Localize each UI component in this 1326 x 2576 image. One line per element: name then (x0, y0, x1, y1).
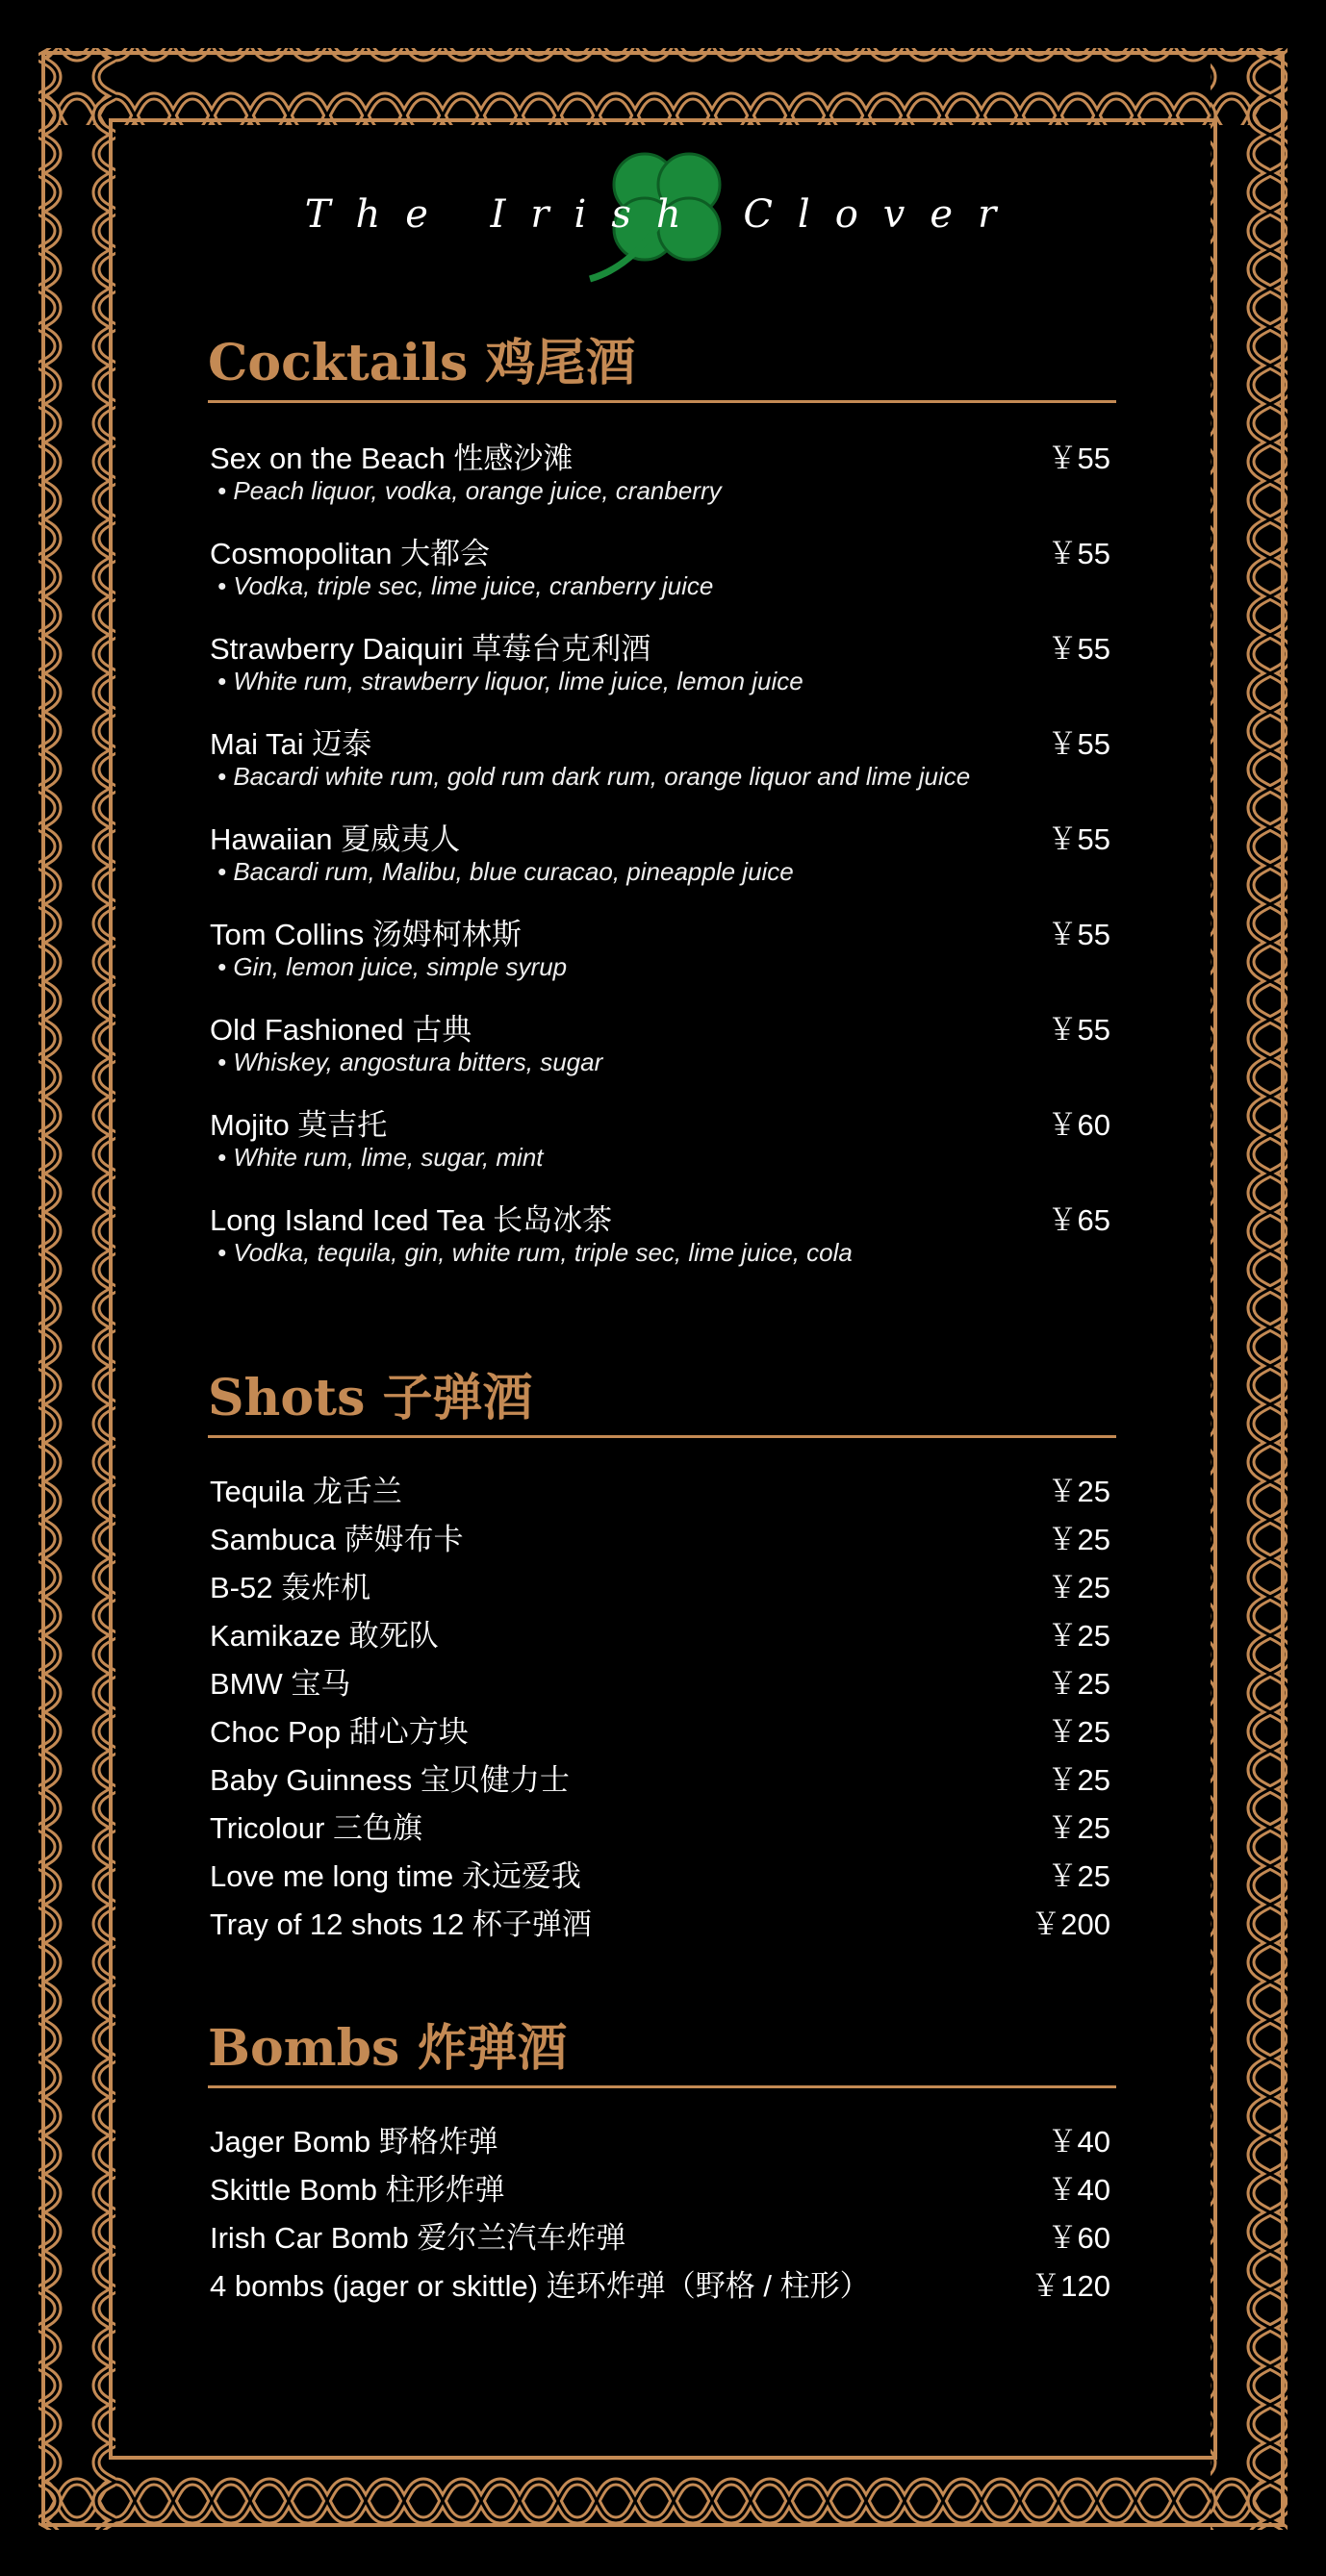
item-price: ￥55 (1047, 442, 1110, 475)
list-item (208, 2254, 1116, 2302)
item-name: Sex on the Beach 性感沙滩 (210, 442, 574, 475)
item-name: Kamikaze 敢死队 (210, 1619, 439, 1653)
item-name: Old Fashioned 古典 (210, 1013, 472, 1047)
item-name: Mojito 莫吉托 (210, 1108, 388, 1142)
item-price: ￥200 (1031, 1907, 1110, 1941)
list-item (208, 2109, 1116, 2158)
item-name: Tequila 龙舌兰 (210, 1475, 402, 1508)
list-item (208, 710, 1116, 805)
item-price: ￥55 (1047, 537, 1110, 570)
item-description: • Gin, lemon juice, simple syrup (217, 952, 568, 981)
list-item (208, 1459, 1116, 1507)
item-name: Long Island Iced Tea 长岛冰茶 (210, 1203, 613, 1237)
section-title (208, 1369, 1116, 1438)
list-item (208, 1700, 1116, 1748)
item-price: ￥25 (1047, 1811, 1110, 1845)
cocktails-list (208, 424, 1116, 1281)
item-name: Love me long time 永远爱我 (210, 1859, 581, 1893)
item-name: Tricolour 三色旗 (210, 1811, 423, 1845)
list-item (208, 1091, 1116, 1186)
item-name: Sambuca 萨姆布卡 (210, 1523, 464, 1556)
list-item (208, 1796, 1116, 1844)
list-item (208, 1748, 1116, 1796)
item-description: • Vodka, triple sec, lime juice, cranberry juice (217, 571, 714, 600)
item-name: B-52 轰炸机 (210, 1571, 371, 1604)
list-item (208, 2206, 1116, 2254)
item-price: ￥25 (1047, 1571, 1110, 1604)
item-name: Skittle Bomb 柱形炸弹 (210, 2173, 505, 2207)
item-name: Hawaiian 夏威夷人 (210, 822, 461, 856)
bombs-title: Bombs 炸弹酒 (208, 2019, 568, 2078)
item-price: ￥55 (1047, 1013, 1110, 1047)
brand-title: The Irish Clover (304, 192, 1022, 237)
item-price: ￥25 (1047, 1715, 1110, 1749)
item-name: Cosmopolitan 大都会 (210, 537, 491, 570)
bombs-section (208, 2019, 1116, 2303)
item-price: ￥40 (1047, 2173, 1110, 2207)
list-item (208, 1186, 1116, 1281)
section-title (208, 334, 1116, 403)
item-price: ￥40 (1047, 2125, 1110, 2159)
list-item (208, 1604, 1116, 1652)
item-description: • Bacardi white rum, gold rum dark rum, orange liquor and lime juice (217, 762, 971, 791)
list-item (208, 1844, 1116, 1892)
item-price: ￥55 (1047, 822, 1110, 856)
item-name: Baby Guinness 宝贝健力士 (210, 1763, 570, 1797)
item-description: • White rum, strawberry liquor, lime juice, lemon juice (217, 667, 803, 695)
list-item (208, 900, 1116, 996)
shots-title: Shots 子弹酒 (208, 1369, 533, 1427)
list-item (208, 519, 1116, 615)
section-title (208, 2019, 1116, 2088)
item-name: Jager Bomb 野格炸弹 (210, 2125, 498, 2159)
item-price: ￥25 (1047, 1475, 1110, 1508)
shots-list (208, 1459, 1116, 1940)
item-price: ￥55 (1047, 632, 1110, 666)
item-description: • Vodka, tequila, gin, white rum, triple sec, lime juice, cola (217, 1238, 853, 1267)
item-price: ￥55 (1047, 918, 1110, 951)
list-item (208, 805, 1116, 900)
item-price: ￥60 (1047, 1108, 1110, 1142)
item-name: BMW 宝马 (210, 1667, 351, 1701)
shots-section (208, 1369, 1116, 1941)
list-item (208, 1555, 1116, 1604)
item-description: • Peach liquor, vodka, orange juice, cranberry (217, 476, 722, 505)
item-name: Tom Collins 汤姆柯林斯 (210, 918, 522, 951)
bombs-list (208, 2109, 1116, 2302)
item-price: ￥65 (1047, 1203, 1110, 1237)
item-name: Irish Car Bomb 爱尔兰汽车炸弹 (210, 2221, 626, 2255)
list-item (208, 2158, 1116, 2206)
item-price: ￥25 (1047, 1619, 1110, 1653)
item-description: • White rum, lime, sugar, mint (217, 1143, 544, 1172)
item-name: Tray of 12 shots 12 杯子弹酒 (210, 1907, 592, 1941)
list-item (208, 1652, 1116, 1700)
item-price: ￥25 (1047, 1667, 1110, 1701)
item-price: ￥25 (1047, 1523, 1110, 1556)
cocktails-section (208, 334, 1116, 1281)
item-name: Mai Tai 迈泰 (210, 727, 372, 761)
item-name: 4 bombs (jager or skittle) 连环炸弹（野格 / 柱形） (210, 2269, 870, 2303)
list-item (208, 424, 1116, 519)
list-item (208, 1507, 1116, 1555)
item-price: ￥25 (1047, 1859, 1110, 1893)
list-item (208, 1892, 1116, 1940)
item-price: ￥120 (1031, 2269, 1110, 2303)
list-item (208, 996, 1116, 1091)
cocktails-title: Cocktails 鸡尾酒 (208, 334, 636, 392)
item-description: • Whiskey, angostura bitters, sugar (217, 1048, 603, 1076)
item-price: ￥55 (1047, 727, 1110, 761)
item-name: Choc Pop 甜心方块 (210, 1715, 469, 1749)
item-name: Strawberry Daiquiri 草莓台克利酒 (210, 632, 651, 666)
item-price: ￥25 (1047, 1763, 1110, 1797)
item-description: • Bacardi rum, Malibu, blue curacao, pineapple juice (217, 857, 794, 886)
item-price: ￥60 (1047, 2221, 1110, 2255)
list-item (208, 615, 1116, 710)
